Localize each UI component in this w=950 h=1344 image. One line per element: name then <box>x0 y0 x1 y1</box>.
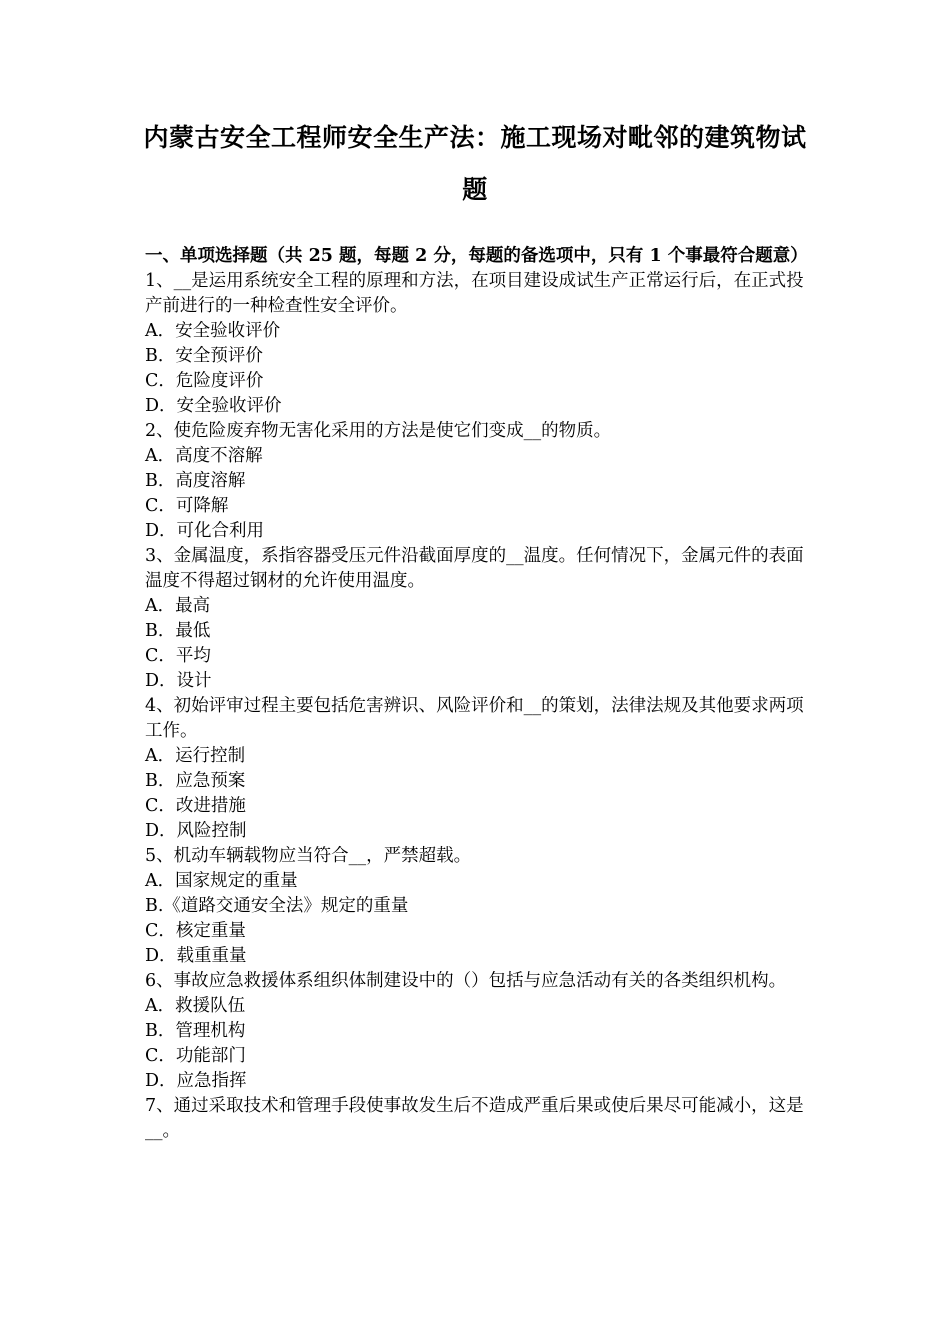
question-1 <box>145 269 810 419</box>
question-stem: 2、使危险废弃物无害化采用的方法是使它们变成__的物质。 <box>145 421 612 441</box>
option-c: C．核定重量 <box>145 921 246 941</box>
option-c: C．改进措施 <box>145 796 246 816</box>
option-c: C．危险度评价 <box>145 371 264 391</box>
section-heading: 一、单项选择题（共 25 题，每题 2 分，每题的备选项中，只有 1 个事最符合题意） <box>145 246 808 266</box>
question-stem: 4、初始评审过程主要包括危害辨识、风险评价和__的策划，法律法规及其他要求两项工作。 <box>145 696 804 741</box>
option-b: B.《道路交通安全法》规定的重量 <box>145 896 409 916</box>
option-d: D．应急指挥 <box>145 1071 247 1091</box>
option-c: C．可降解 <box>145 496 229 516</box>
question-4 <box>145 694 810 844</box>
option-a: A．救援队伍 <box>145 996 246 1016</box>
option-b: B．应急预案 <box>145 771 246 791</box>
option-d: D．设计 <box>145 671 212 691</box>
option-c: C．平均 <box>145 646 211 666</box>
option-a: A．国家规定的重量 <box>145 871 298 891</box>
option-d: D．可化合利用 <box>145 521 265 541</box>
question-2 <box>145 419 810 544</box>
option-d: D．载重重量 <box>145 946 247 966</box>
question-stem: 1、__是运用系统安全工程的原理和方法，在项目建设成试生产正常运行后，在正式投产前进行的一种检查性安全评价。 <box>145 271 804 316</box>
option-b: B．高度溶解 <box>145 471 246 491</box>
question-stem: 6、事故应急救援体系组织体制建设中的（）包括与应急活动有关的各类组织机构。 <box>145 971 787 991</box>
option-b: B．最低 <box>145 621 211 641</box>
document-title: 内蒙古安全工程师安全生产法：施工现场对毗邻的建筑物试题 <box>143 123 807 204</box>
document-body <box>145 244 810 1144</box>
option-a: A．运行控制 <box>145 746 246 766</box>
question-6 <box>145 969 810 1094</box>
option-c: C．功能部门 <box>145 1046 246 1066</box>
question-5 <box>145 844 810 969</box>
option-d: D．安全验收评价 <box>145 396 282 416</box>
option-a: A．高度不溶解 <box>145 446 263 466</box>
question-stem: 5、机动车辆载物应当符合__，严禁超载。 <box>145 846 472 866</box>
question-stem: 7、通过采取技术和管理手段使事故发生后不造成严重后果或使后果尽可能减小，这是__。 <box>145 1096 804 1141</box>
option-d: D．风险控制 <box>145 821 247 841</box>
option-a: A．安全验收评价 <box>145 321 281 341</box>
option-a: A．最高 <box>145 596 211 616</box>
option-b: B．管理机构 <box>145 1021 246 1041</box>
question-stem: 3、金属温度，系指容器受压元件沿截面厚度的__温度。任何情况下，金属元件的表面温度不得超过钢材的允许使用温度。 <box>145 546 804 591</box>
option-b: B．安全预评价 <box>145 346 263 366</box>
question-3 <box>145 544 810 694</box>
question-7 <box>145 1094 810 1144</box>
